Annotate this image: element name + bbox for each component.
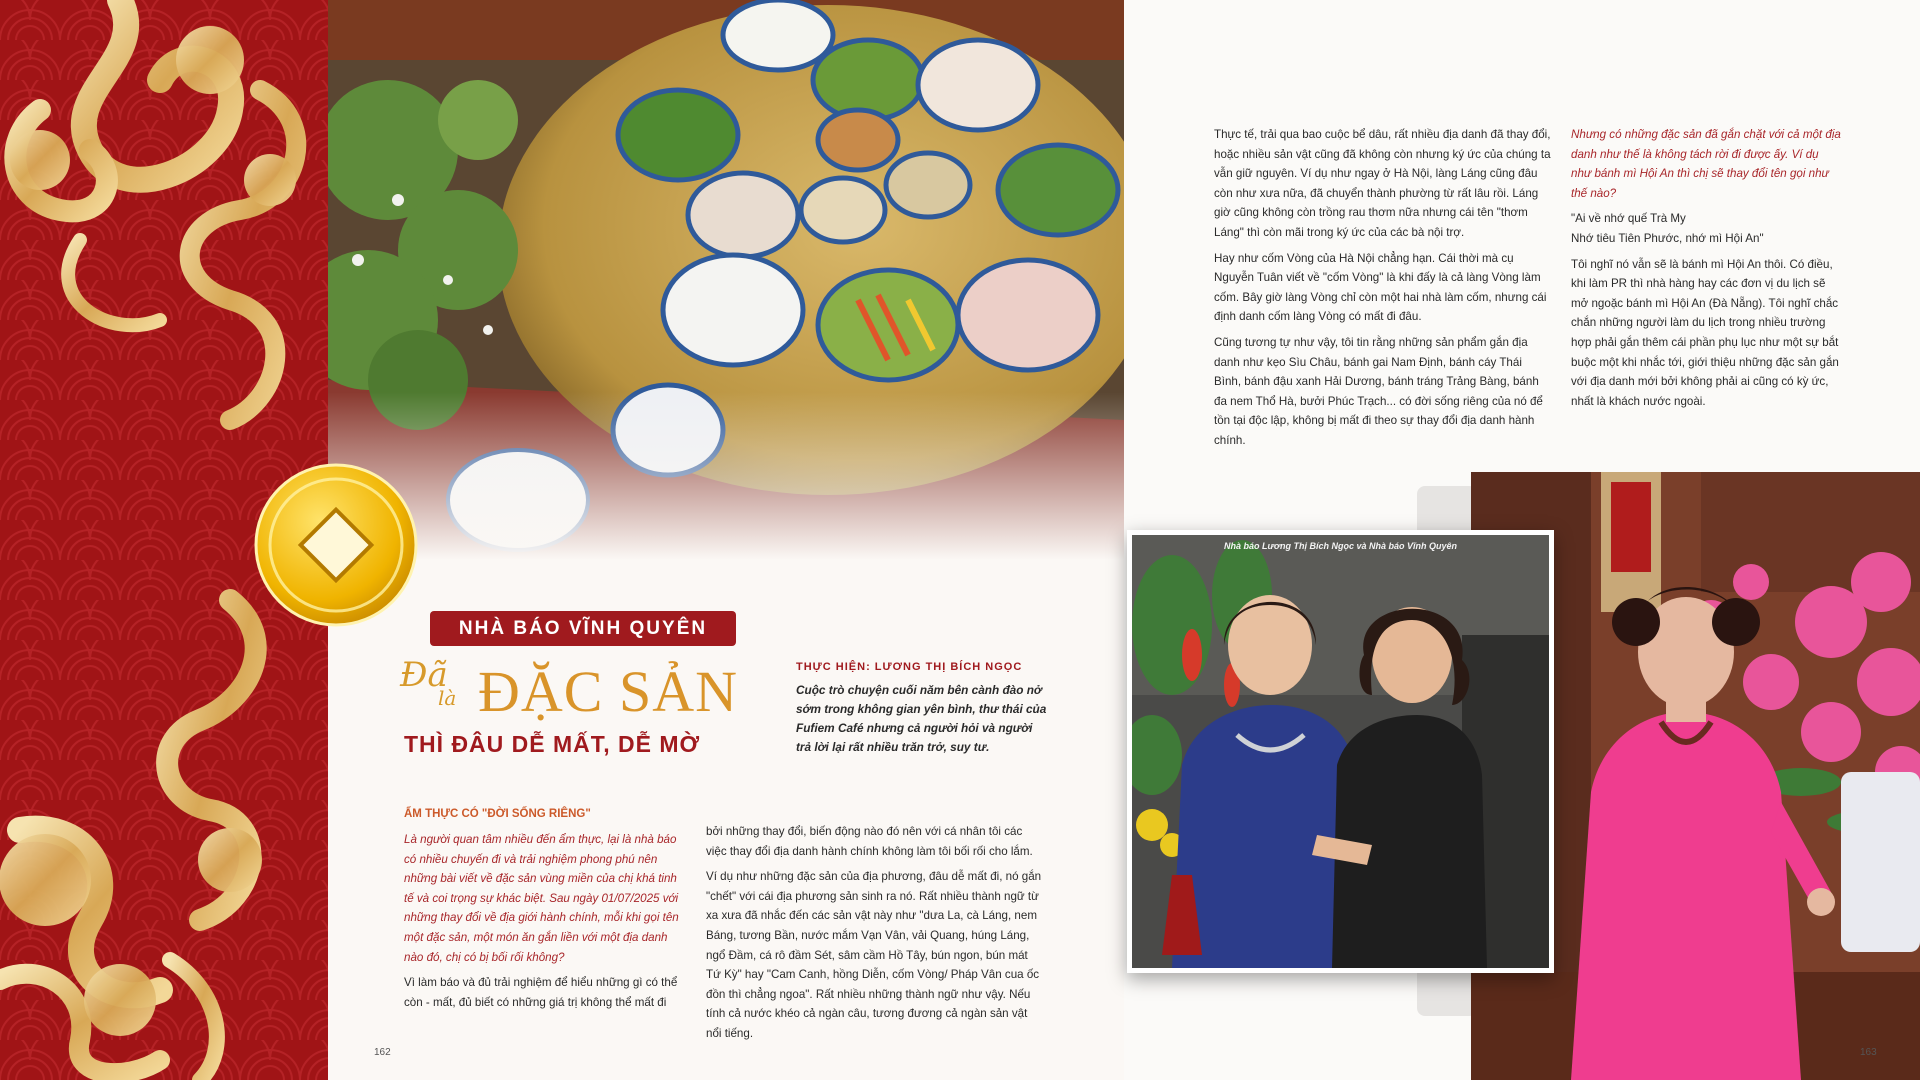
page-number-right: 163 — [1860, 1047, 1877, 1058]
author-tag: NHÀ BÁO VĨNH QUYÊN — [430, 611, 736, 646]
journalists-photo — [1127, 530, 1554, 973]
byline: THỰC HIỆN: LƯƠNG THỊ BÍCH NGỌC — [796, 661, 1023, 673]
page-subtitle: THÌ ĐÂU DỄ MẤT, DỄ MỜ — [404, 731, 701, 757]
paragraph: Hay như cốm Vòng của Hà Nội chẳng hạn. Cái thời mà cụ Nguyễn Tuân viết về "cốm Vòng" là khi đấy là cả làng Vòng làm cốm. Bây giờ làng Vòng chỉ còn một hai nhà làm cốm, nhưng cái định danh cốm làng Vòng có mất đi đâu. — [1214, 251, 1547, 324]
title-script-word-2: là — [438, 686, 457, 710]
page-title: ĐẶC SẢN — [478, 659, 738, 724]
quote-line: Nhớ tiêu Tiên Phước, nhớ mì Hội An" — [1571, 231, 1764, 245]
quote-line: "Ai về nhớ quế Trà My — [1571, 212, 1686, 226]
paragraph: Ví dụ như những đặc sản của địa phương, đâu dễ mất đi, nó gắn "chết" với cái địa phương sản sinh ra nó. Rất nhiều thành ngữ từ xa xưa đã nhắc đến các sản vật này như "dưa La, cà Láng, nem Báng, tương Bần, nước mắm Vạn Vân, vải Quang, húng Láng, ngổ Đầm, cá rô đầm Sét, sâm cầm Hồ Tây, bún ngon, bún mát Tứ Kỳ" hay "Cam Canh, hồng Diễn, cốm Vòng/ Pháp Vân cua ốc đồn thì chẳng ngoa". Rất nhiều những thành ngữ như vậy. Nếu tính cả nước khéo cả ngàn câu, tương đương cả ngàn sản vật nổi tiếng. — [706, 870, 1042, 1040]
interview-answer: Vì làm báo và đủ trải nghiệm để hiểu những gì có thể còn - mất, đủ biết có những giá trị không thể mất đi — [404, 976, 678, 1009]
interview-question: Nhưng có những đặc sản đã gắn chặt với cả một địa danh như thế là không tách rời đi được ấy. Ví dụ như bánh mì Hội An thì chị sẽ thay đổi tên gọi như thế nào? — [1571, 128, 1841, 200]
paragraph: Tôi nghĩ nó vẫn sẽ là bánh mì Hội An thôi. Có điều, khi làm PR thì nhà hàng hay các đơn vị du lịch sẽ mở ngoặc bánh mì Hội An (Đà Nẵng). Tôi nghĩ chắc chắn những người làm du lịch trong nhiều trường hợp phải gắn thêm cái phần phụ lục như một sự bắt buộc một khi nhắc tới, giới thiệu những đặc sản gắn với địa danh mới bởi không phải ai cũng có kỳ ức, nhất là khách nước ngoài. — [1571, 257, 1839, 408]
paragraph: Cũng tương tự như vậy, tôi tin rằng những sản phẩm gắn địa danh như kẹo Sìu Châu, bánh gai Nam Định, bánh cáy Thái Bình, bánh đậu xanh Hải Dương, bánh tráng Trảng Bàng, bánh đa nem Thổ Hà, bưởi Phúc Trạch... có đời sống riêng của nó để tồn tại độc lập, không bị mất đi theo sự thay đổi địa danh hành chính. — [1214, 335, 1543, 447]
section-heading: ẨM THỰC CÓ "ĐỜI SỐNG RIÊNG" — [404, 808, 591, 820]
lead-paragraph: Cuộc trò chuyện cuối năm bên cành đào nở sớm trong không gian yên bình, thư thái của Fufiem Café nhưng cả người hỏi và người trả lời lại rất nhiều trăn trở, suy tư. — [796, 683, 1047, 754]
page-number-left: 162 — [374, 1047, 391, 1058]
food-tray-photo — [328, 0, 1124, 560]
photo-caption: Nhà báo Lương Thị Bích Ngọc và Nhà báo Vĩnh Quyên — [1224, 541, 1457, 551]
left-column-2 — [706, 822, 1042, 1050]
right-column-2 — [1571, 125, 1841, 417]
interview-question: Là người quan tâm nhiều đến ẩm thực, lại là nhà báo có nhiều chuyến đi và trải nghiệm phong phú nên những bài viết về đặc sản vùng miền của chị khá tinh tế và coi trọng sự khác biệt. Sau ngày 01/07/2025 với những thay đổi về địa giới hành chính, mỗi khi gọi tên một đặc sản, một món ăn gắn liền với một địa danh nào đó, chị có bị bối rối không? — [404, 833, 679, 964]
paragraph: bởi những thay đổi, biến động nào đó nên với cá nhân tôi các việc thay đổi địa danh hành chính không làm tôi bối rối cho lắm. — [706, 825, 1033, 858]
left-column-1 — [404, 830, 682, 1018]
coin-icon — [253, 462, 419, 628]
title-script-word-1: Đã — [400, 655, 448, 695]
paragraph: Thực tế, trải qua bao cuộc bể dâu, rất nhiều địa danh đã thay đổi, hoặc nhiều sản vật cũng đã không còn nhưng ký ức của chúng ta vẫn giữ nguyên. Ví dụ như ngay ở Hà Nội, làng Láng cũng đâu còn như xưa nữa, đã chuyển thành phường từ rất lâu rồi. Láng giờ cũng không còn trồng rau thơm nữa nhưng cái tên "thơm Láng" thì còn mãi trong ký ức của các bà nội trợ. — [1214, 128, 1551, 239]
right-column-1 — [1214, 125, 1552, 457]
